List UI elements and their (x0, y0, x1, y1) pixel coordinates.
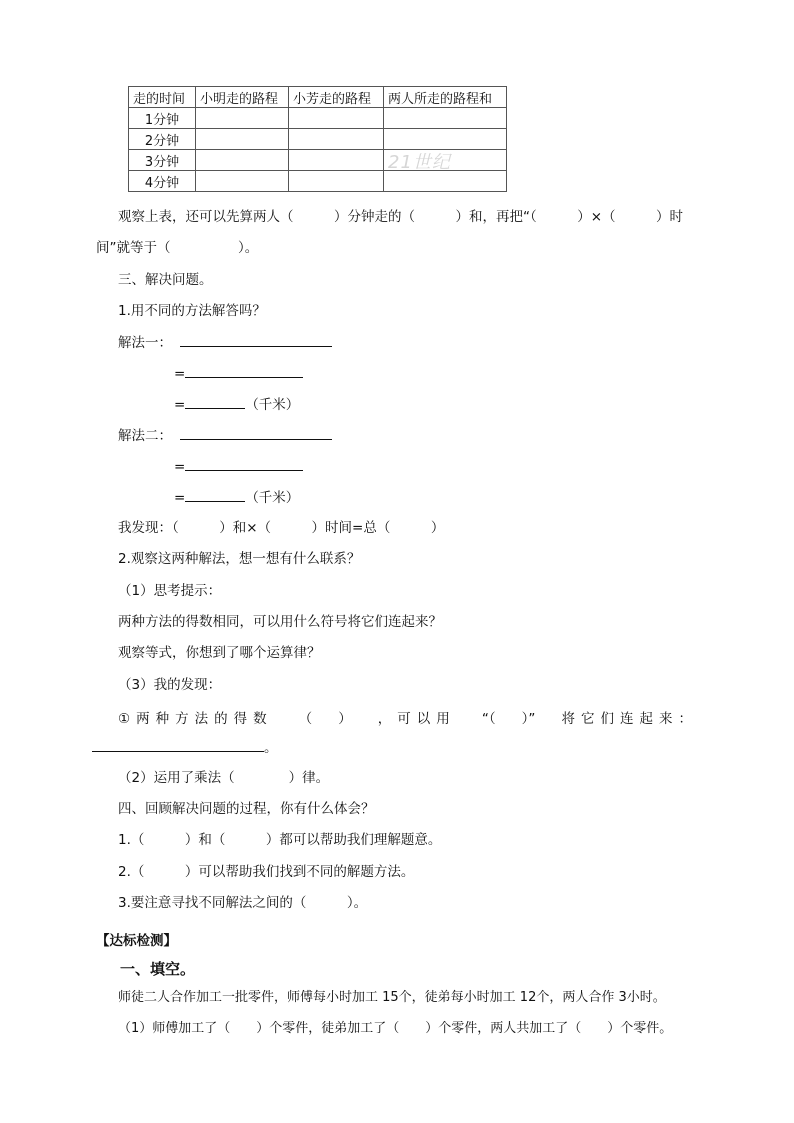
table-cell (289, 150, 384, 171)
table-header: 两人所走的路程和 (384, 87, 507, 108)
table-header: 走的时间 (129, 87, 196, 108)
answer-blank[interactable] (185, 488, 245, 502)
finding-1-part: ，可以用 (377, 711, 456, 727)
table-cell-time: 3分钟 (129, 150, 196, 171)
observe-line-2: 间”就等于（ ）。 (96, 240, 259, 256)
finding-1-part: “（ (481, 711, 496, 727)
table-cell (196, 171, 289, 192)
method-1-step-3 (174, 395, 299, 414)
finding-1-part: ①两种方法的得数 (118, 711, 273, 727)
table-header-row (129, 87, 507, 108)
finding-1-part: 将它们连起来： (561, 711, 698, 727)
problem-statement: 师徒二人合作加工一批零件，师傅每小时加工 15个，徒弟每小时加工 12个，两人合作 3小时。 (118, 990, 666, 1005)
unit-label: （千米） (245, 397, 300, 413)
answer-blank[interactable] (180, 333, 332, 347)
table-cell-time: 4分钟 (129, 171, 196, 192)
my-findings-title: （3）我的发现： (118, 677, 222, 693)
table-header: 小芳走的路程 (289, 87, 384, 108)
finding-2: （2）运用了乘法（ ）律。 (118, 770, 330, 786)
unit-label: （千米） (245, 490, 300, 506)
finding-1-part: ）” (521, 711, 536, 727)
fill-in-title: 一、填空。 (120, 960, 196, 978)
answer-blank[interactable] (185, 395, 245, 409)
method-2-step-2 (174, 457, 303, 476)
table-header: 小明走的路程 (196, 87, 289, 108)
review-1: 1.（ ）和（ ）都可以帮助我们理解题意。 (118, 832, 442, 848)
method-1-label: 解法一： (118, 335, 172, 351)
method-1 (118, 333, 332, 352)
table-cell-time: 1分钟 (129, 108, 196, 129)
method-2-label: 解法二： (118, 428, 172, 444)
table-cell (384, 108, 507, 129)
equals-sign: = (174, 397, 186, 413)
table-cell (289, 129, 384, 150)
answer-blank[interactable] (180, 426, 332, 440)
equals-sign: = (174, 490, 186, 506)
review-3: 3.要注意寻找不同解法之间的（ ）。 (118, 895, 368, 911)
question-1: 1.用不同的方法解答吗？ (118, 303, 266, 319)
finding-1-part: （ (298, 711, 313, 727)
finding-1 (118, 707, 698, 727)
table-cell-time: 2分钟 (129, 129, 196, 150)
table-cell (289, 108, 384, 129)
section-3-title: 三、解决问题。 (118, 272, 213, 288)
observe-line-1: 观察上表，还可以先算两人（ ）分钟走的（ ）和，再把“（ ）×（ ）时 (118, 209, 684, 225)
answer-blank[interactable] (185, 364, 303, 378)
equals-sign: = (174, 366, 186, 382)
watermark: 21世纪 (388, 152, 451, 173)
problem-question-1: （1）师傅加工了（ ）个零件，徒弟加工了（ ）个零件，两人共加工了（ ）个零件。 (118, 1021, 673, 1036)
finding-1-part: ） (338, 711, 352, 727)
hint-2: 观察等式，你想到了哪个运算律？ (118, 645, 321, 661)
review-2: 2.（ ）可以帮助我们找到不同的解题方法。 (118, 864, 415, 880)
period: 。 (264, 740, 278, 756)
table-cell (384, 129, 507, 150)
equals-sign: = (174, 459, 186, 475)
table-cell (196, 150, 289, 171)
hint-1: 两种方法的得数相同，可以用什么符号将它们连起来？ (118, 614, 442, 630)
method-2-step-3 (174, 488, 299, 507)
section-4-title: 四、回顾解决问题的过程，你有什么体会？ (118, 801, 375, 817)
check-heading: 【达标检测】 (96, 933, 177, 949)
table-row (129, 129, 507, 150)
hint-title: （1）思考提示： (118, 583, 222, 599)
method-1-step-2 (174, 364, 303, 383)
table-cell (196, 129, 289, 150)
question-2: 2.观察这两种解法，想一想有什么联系？ (118, 551, 361, 567)
table-cell (196, 108, 289, 129)
finding-1-continuation (92, 738, 278, 757)
table-cell (289, 171, 384, 192)
table-row (129, 108, 507, 129)
method-2 (118, 426, 332, 445)
answer-blank[interactable] (185, 457, 303, 471)
answer-blank[interactable] (92, 738, 264, 752)
discovery-line: 我发现：（ ）和×（ ）时间=总（ ） (118, 520, 445, 536)
distance-table (128, 86, 507, 192)
